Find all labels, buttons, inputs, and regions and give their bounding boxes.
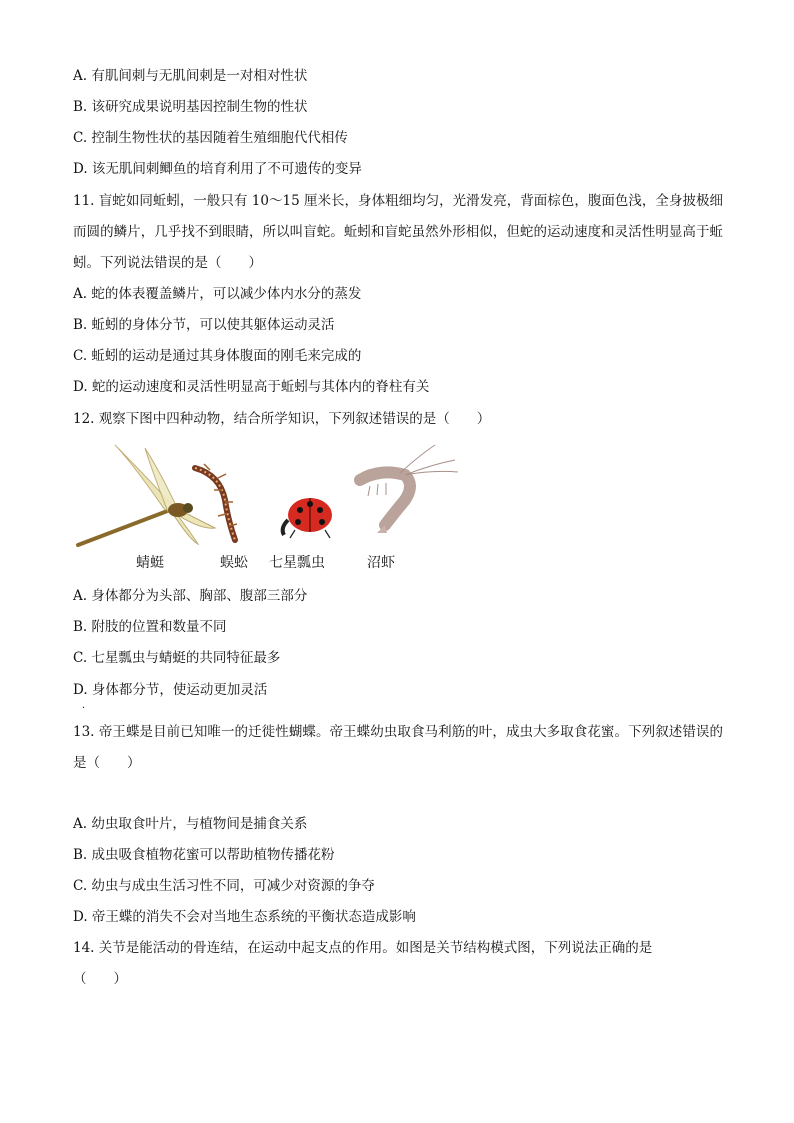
q14-stem: 14. 关节是能活动的骨连结，在运动中起支点的作用。如图是关节结构模式图，下列说法正确的是 [73,940,653,956]
q13-option-b: B. 成虫吸食植物花蜜可以帮助植物传播花粉 [73,847,335,863]
q12-option-d: D. 身体都分节，使运动更加灵活 [73,682,268,698]
stray-dot: · [82,703,86,714]
q12-option-b: B. 附肢的位置和数量不同 [73,619,227,635]
q11-option-c: C. 蚯蚓的运动是通过其身体腹面的刚毛来完成的 [73,348,362,364]
q13-option-d: D. 帝王蝶的消失不会对当地生态系统的平衡状态造成影响 [73,909,416,925]
caption-dragonfly: 蜻蜓 [136,555,164,571]
q13-option-a: A. 幼虫取食叶片，与植物间是捕食关系 [73,816,308,832]
q11-option-b: B. 蚯蚓的身体分节，可以使其躯体运动灵活 [73,317,335,333]
q10-option-a: A. 有肌间刺与无肌间刺是一对相对性状 [73,68,308,84]
q11-option-a: A. 蛇的体表覆盖鳞片，可以减少体内水分的蒸发 [73,286,362,302]
q13-option-c: C. 幼虫与成虫生活习性不同，可减少对资源的争夺 [73,878,375,894]
centipede-image [195,464,237,540]
q11-stem: 11. 盲蛇如同蚯蚓，一般只有 10～15 厘米长，身体粗细均匀，光滑发亮，背面棕色，腹面色浅，全身披极细而圆的鳞片，几乎找不到眼睛，所以叫盲蛇。蚯蚓和盲蛇虽然外形相似，但蛇的运动速度和灵活性明显高于蚯蚓。下列说法错误的是（ ） [73,193,723,271]
caption-ladybird: 七星瓢虫 [269,555,325,571]
dragonfly-image [78,445,215,545]
q11-option-d: D. 蛇的运动速度和灵活性明显高于蚯蚓与其体内的脊柱有关 [73,379,430,395]
q12-option-a: A. 身体都分为头部、胸部、腹部三部分 [73,588,308,604]
ladybird-image [283,498,332,538]
q10-option-c: C. 控制生物性状的基因随着生殖细胞代代相传 [73,130,348,146]
q14-bracket: （ ） [73,971,127,987]
animals-figure [70,440,470,575]
shrimp-image [360,445,458,533]
q10-option-b: B. 该研究成果说明基因控制生物的性状 [73,99,308,115]
q12-option-c: C. 七星瓢虫与蜻蜓的共同特征最多 [73,650,281,666]
caption-shrimp: 沼虾 [367,555,395,571]
caption-centipede: 蜈蚣 [220,555,248,571]
q12-stem: 12. 观察下图中四种动物，结合所学知识，下列叙述错误的是（ ） [73,411,491,427]
q13-stem: 13. 帝王蝶是目前已知唯一的迁徙性蝴蝶。帝王蝶幼虫取食马利筋的叶，成虫大多取食花蜜。下列叙述错误的是（ ） [73,724,723,771]
q10-option-d: D. 该无肌间刺鲫鱼的培育利用了不可遗传的变异 [73,161,362,177]
